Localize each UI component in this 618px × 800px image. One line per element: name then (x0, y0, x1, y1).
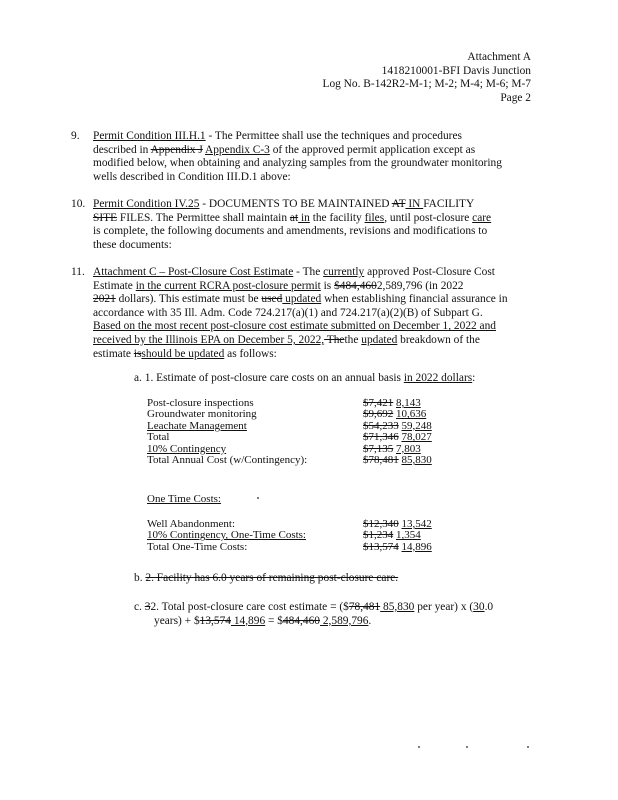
inserted-text: in (298, 211, 310, 224)
inserted-text: should be updated (141, 347, 225, 360)
deleted-text: 2. Facility has 6.0 years of remaining post-closure care. (145, 572, 399, 584)
deleted-amount: $9,692 (363, 408, 394, 421)
deleted-text: 13,574 (199, 614, 231, 627)
deleted-amount: $7,135 (363, 442, 394, 455)
item-11: 11. Attachment C – Post-Closure Cost Estimate - The currently approved Post-Closure Cost Estimate in the current RCRA post-closure permit is $484,4602,589,796 (in 2022 2021 dollars). This estimate must be used updated when establishing financial assurance in accordance with 35 Ill. Adm. Code 724.217(a)(1) and 724.217(a)(2)(B) of Subpart G. Based on the most recent post-closure cost estimate submitted on December 1, 2022 and received by the Illinois EPA on December 5, 2022, Thethe updated breakdown of the estimate isshould be updated as follows: (93, 266, 533, 361)
cost-label: Total (147, 431, 170, 444)
annual-cost-rows (147, 398, 432, 466)
one-time-cost-rows (147, 519, 432, 553)
one-time-cost-table (147, 519, 432, 553)
deleted-amount: $1,234 (363, 529, 394, 542)
cost-label: Post-closure inspections (147, 397, 254, 409)
inserted-text: in the current RCRA post-closure permit (135, 279, 321, 292)
inserted-text: care (472, 211, 492, 224)
permit-number: 1418210001-BFI Davis Junction (381, 64, 531, 77)
log-number: Log No. B-142R2-M-1; M-2; M-4; M-6; M-7 (322, 78, 531, 91)
page-number: Page 2 (500, 91, 531, 104)
scan-speck (527, 746, 529, 748)
item-number: 11. (71, 266, 85, 278)
deleted-text: at (289, 211, 299, 224)
item-10: 10. Permit Condition IV.25 - DOCUMENTS TO BE MAINTAINED AT IN FACILITY SITE FILES. The Permittee shall maintain at in the facility files, until post-closure care is complete, the following documents and amendments, revisions and modifications to these documents: (71, 198, 492, 251)
attachment-header (171, 51, 531, 105)
cost-row (147, 542, 432, 553)
scan-speck (466, 746, 468, 748)
deleted-text: 484,460 (282, 614, 320, 627)
subitem-label: c. (134, 601, 142, 613)
deleted-amount: $54,233 (363, 419, 399, 432)
item-title: Permit Condition IV.25 (93, 198, 200, 210)
deleted-text: 78,481 (348, 601, 381, 613)
inserted-amount: 85,830 (401, 454, 432, 467)
subitem-b (134, 572, 398, 586)
attachment-label: Attachment A (467, 51, 531, 63)
inserted-amount: 10,636 (396, 408, 427, 421)
deleted-amount: $7,421 (363, 397, 394, 409)
deleted-text: SITE (93, 211, 118, 224)
subitem-a: a. 1. Estimate of post-closure care costs on an annual basis in 2022 dollars: (134, 372, 476, 384)
item-title: Attachment C – Post-Closure Cost Estimate (93, 266, 294, 278)
inserted-text: currently (323, 266, 365, 278)
deleted-text: AT (391, 198, 406, 210)
inserted-text: 2,589,796 (320, 614, 369, 627)
cost-label: Total One-Time Costs: (147, 540, 248, 553)
inserted-amount: 7,803 (396, 442, 421, 455)
subitem-label: a. (134, 372, 142, 384)
deleted-text: used (261, 293, 283, 306)
item-number: 10. (71, 198, 86, 210)
subitem-label: b. (134, 572, 143, 584)
inserted-text: 85,830 (380, 601, 415, 613)
inserted-text: updated (282, 293, 322, 306)
cost-label: Total Annual Cost (w/Contingency): (147, 454, 308, 467)
deleted-text: is (133, 347, 142, 360)
inserted-amount: 59,248 (401, 419, 432, 432)
cost-label: 10% Contingency (147, 442, 227, 455)
cost-label: 10% Contingency, One-Time Costs: (147, 529, 306, 542)
scan-speck (418, 746, 420, 748)
inserted-amount: 13,542 (401, 518, 432, 530)
inserted-amount: 8,143 (396, 397, 421, 409)
inserted-text: 30 (473, 601, 485, 613)
inserted-text: updated (361, 333, 398, 346)
inserted-text: IN (405, 198, 424, 210)
inserted-text: received by the Illinois EPA on December 5, 2022, (93, 333, 325, 346)
one-time-costs-heading: One Time Costs: (147, 493, 221, 505)
scan-speck (257, 497, 259, 499)
cost-label: Groundwater monitoring (147, 408, 257, 421)
deleted-amount: $71,346 (363, 431, 399, 444)
inserted-text: in 2022 dollars (403, 372, 473, 384)
cost-label: Well Abandonment: (147, 518, 236, 530)
deleted-text: Appendix J (150, 143, 203, 156)
annual-cost-table (147, 398, 432, 466)
item-9: 9. Permit Condition III.H.1 - The Permittee shall use the techniques and procedures described in Appendix J Appendix C-3 of the approved permit application except as modified below, when obtaining and analyzing samples from the groundwater monitoring wells described in Condition III.D.1 above: (71, 130, 502, 183)
inserted-text: Appendix C-3 (205, 143, 270, 156)
cost-row (147, 455, 432, 466)
deleted-text: 2021 (93, 293, 116, 306)
inserted-text: Based on the most recent post-closure cost estimate submitted on December 1, 2022 and (93, 320, 496, 333)
deleted-amount: $13,574 (363, 540, 399, 553)
deleted-text: $484,460 (334, 279, 377, 292)
item-number: 9. (71, 130, 80, 142)
inserted-amount: 1,354 (396, 529, 421, 542)
inserted-text: 14,896 (230, 614, 266, 627)
deleted-text: The (324, 333, 345, 346)
item-title: Permit Condition III.H.1 (93, 130, 206, 142)
deleted-amount: $78,481 (363, 454, 399, 467)
inserted-amount: 78,027 (401, 431, 432, 444)
deleted-amount: $12,340 (363, 518, 399, 530)
cost-label: Leachate Management (147, 419, 247, 432)
subitem-c: c. 32. Total post-closure care cost estimate = ($78,481 85,830 per year) x (30.0 years) + $13,574 14,896 = $484,460 2,589,796. (134, 601, 494, 627)
inserted-amount: 14,896 (401, 540, 432, 553)
deleted-text: 3 (144, 601, 151, 613)
inserted-text: files (364, 211, 385, 224)
